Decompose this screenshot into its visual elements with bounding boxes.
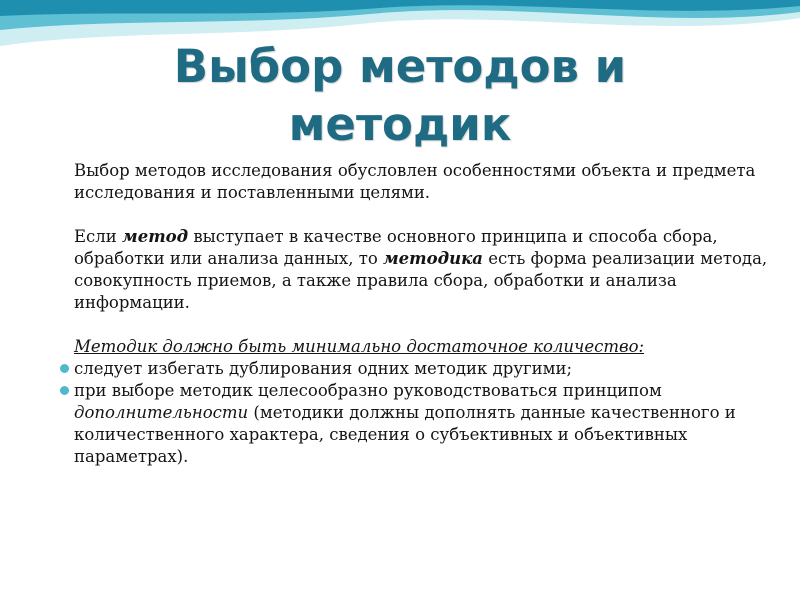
paragraph2-part3: есть форма реализации метода, совокупность приемов, а также правила сбора, обработки и анализа информации. bbox=[74, 249, 768, 312]
bullet-2-part2: (методики должны дополнять данные качественного и количественного характера, сведения о субъективных и объективных параметрах). bbox=[74, 403, 736, 466]
bullet-dot-icon bbox=[60, 386, 69, 395]
paragraph2-part2: выступает в качестве основного принципа и способа сбора, обработки или анализа данных, то bbox=[74, 227, 718, 268]
bullet-2-part1: при выборе методик целесообразно руководствоваться принципом bbox=[74, 381, 662, 400]
paragraph-method-choice: Выбор методов исследования обусловлен особенностями объекта и предмета исследования и поставленными целями. bbox=[74, 161, 756, 202]
bullet-1-text: следует избегать дублирования одних методик другими; bbox=[74, 359, 573, 378]
bullet-dot-icon bbox=[60, 364, 69, 373]
term-method: метод bbox=[122, 227, 189, 246]
slide-body bbox=[0, 160, 800, 468]
lead-text: Методик должно быть минимально достаточное количество: bbox=[74, 337, 645, 356]
term-methodika: методика bbox=[383, 249, 483, 268]
lead-line bbox=[0, 336, 800, 358]
slide-title: Выбор методов и методик bbox=[173, 40, 627, 151]
bullet-item-2 bbox=[0, 380, 800, 468]
term-additionality: дополнительности bbox=[74, 403, 249, 422]
paragraph-method-definition bbox=[0, 226, 800, 314]
bullet-item-1 bbox=[0, 358, 800, 380]
paragraph2-part1: Если bbox=[74, 227, 123, 246]
